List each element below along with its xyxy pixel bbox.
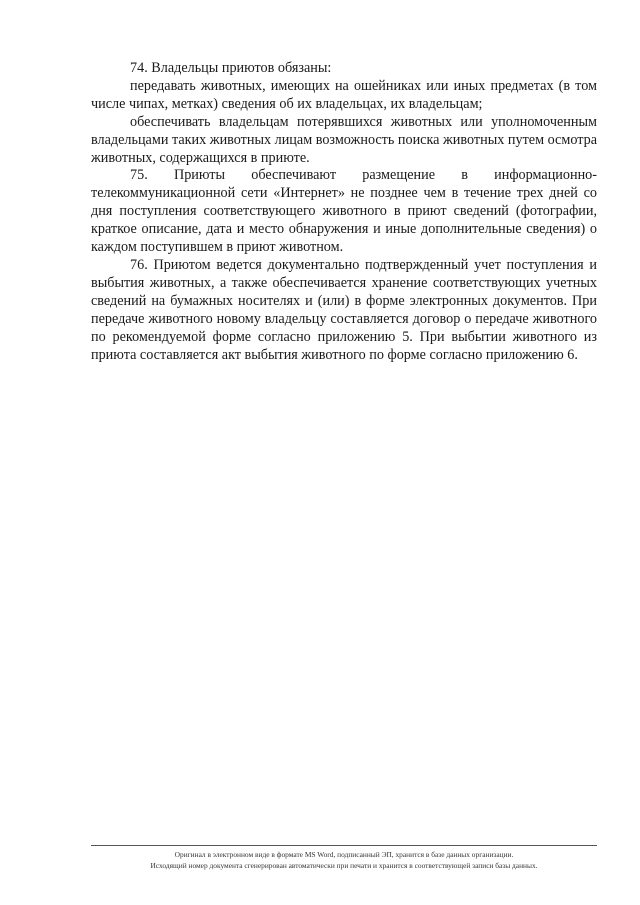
page-footer [91, 849, 597, 871]
paragraph-74-item-2: обеспечивать владельцам потерявшихся животных или уполномоченным владельцами таких животных лицам возможность поиска животных путем осмотра животных, содержащихся в приюте. [91, 113, 597, 166]
paragraph-74-item-1: передавать животных, имеющих на ошейниках или иных предметах (в том числе чипах, метках) сведения об их владельцах, их владельцам; [91, 77, 597, 112]
document-body [91, 60, 597, 364]
paragraph-76: 76. Приютом ведется документально подтвержденный учет поступления и выбытия животных, а также обеспечивается хранение соответствующих учетных сведений на бумажных носителях и (или) в форме электронных документов. При передаче животного новому владельцу составляется договор о передаче животного по рекомендуемой форме согласно приложению 5. При выбытии животного из приюта составляется акт выбытия животного по форме согласно приложению 6. [91, 256, 597, 363]
footer-divider [91, 845, 597, 846]
footer-line-original: Оригинал в электронном виде в формате MS Word, подписанный ЭП, хранится в базе данных организации. [174, 850, 514, 859]
paragraph-75: 75. Приюты обеспечивают размещение в информационно-телекоммуникационной сети «Интернет» не позднее чем в течение трех дней со дня поступления соответствующего животного в приют сведений (фотографии, краткое описание, дата и место обнаружения и иные дополнительные сведения) о каждом поступившем в приют животном. [91, 167, 597, 256]
footer-line-number: Исходящий номер документа сгенерирован автоматически при печати и хранится в соответствующей записи базы данных. [150, 861, 538, 870]
paragraph-74: 74. Владельцы приютов обязаны: [130, 60, 332, 76]
